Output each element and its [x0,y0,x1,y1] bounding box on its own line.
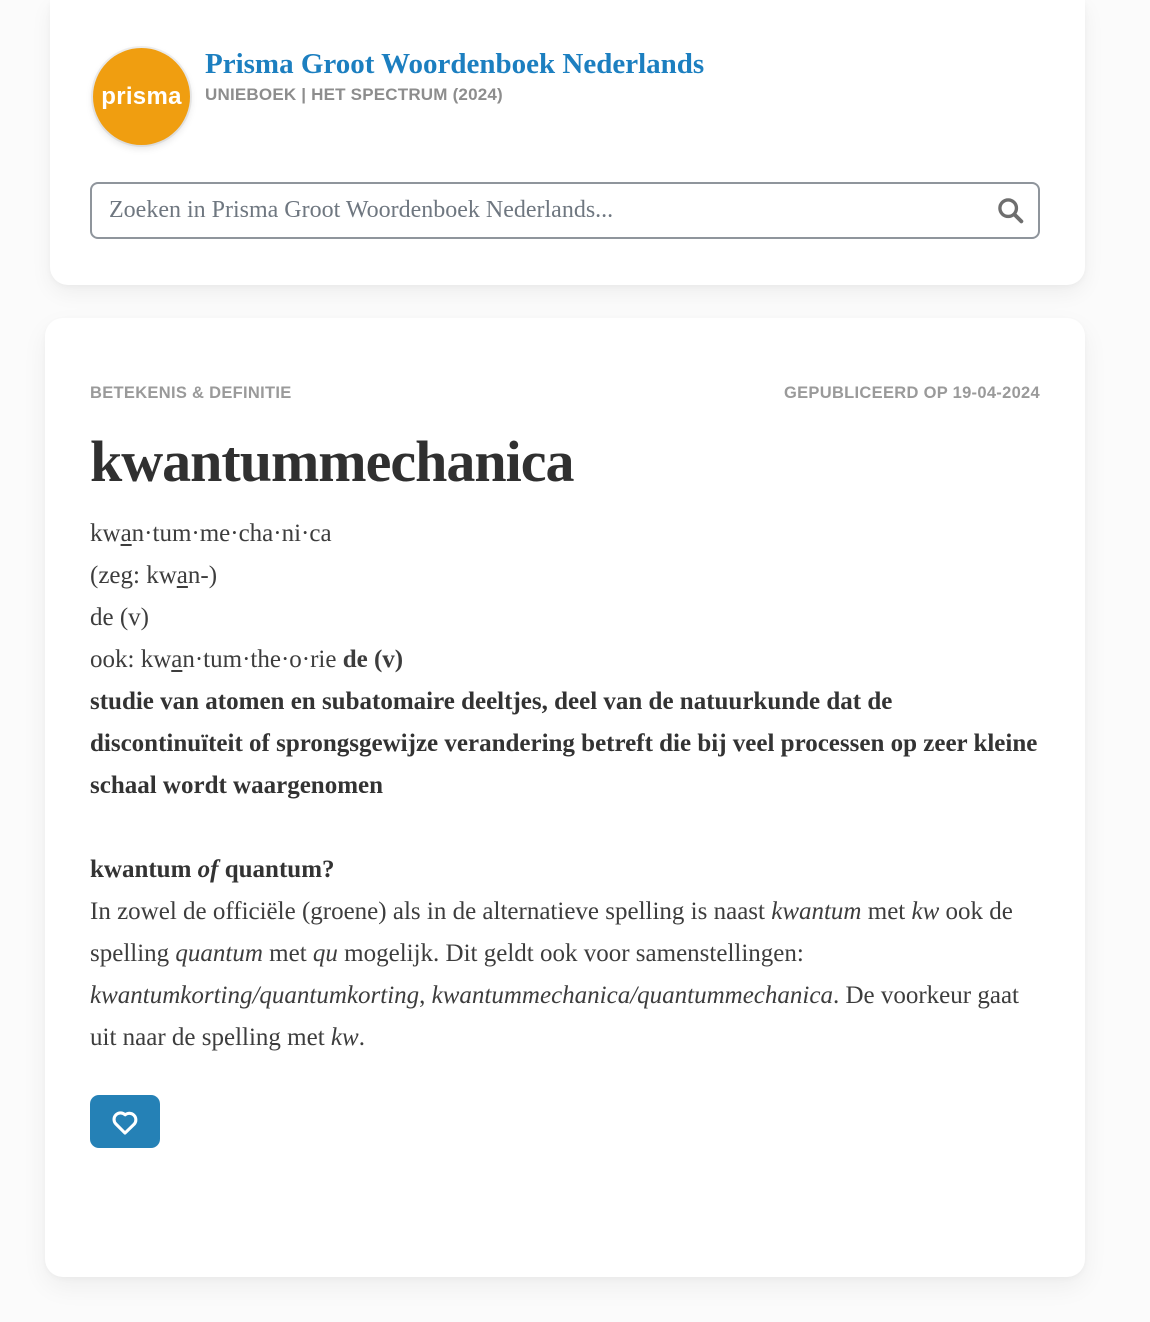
search-bar [90,182,1040,239]
publisher-subtitle: UNIEBOEK | HET SPECTRUM (2024) [205,85,503,104]
favorite-button[interactable] [90,1095,160,1148]
usage-note-body: In zowel de officiële (groene) als in de alternatieve spelling is naast kwantum met kw ook de spelling quantum met qu mogelijk. Dit geldt ook voor samenstellingen: kwantumkorting/quantumkorting, kwantummechanica/quantummechanica. De voorkeur gaat uit naar de spelling met kw. [90,898,1019,1051]
pronunciation-hint-line: (zeg: kwan-) [90,562,218,589]
prisma-logo[interactable] [93,48,190,145]
pronunciation-block [90,513,1040,681]
search-input[interactable] [90,182,1040,239]
published-date: GEPUBLICEERD OP 19-04-2024 [783,384,1040,402]
usage-note-title: kwantum of quantum? [90,856,335,883]
article-card [45,318,1085,1277]
article-meta-row [90,384,1040,403]
dictionary-title-link[interactable]: Prisma Groot Woordenboek Nederlands [205,48,705,80]
headword-title: kwantummechanica [90,429,574,494]
heart-icon [108,1106,142,1138]
header-titles [205,47,704,105]
pronunciation-line: kwan·tum·me·cha·ni·ca [90,520,332,547]
category-label: BETEKENIS & DEFINITIE [90,384,292,402]
magnifier-icon[interactable] [995,195,1026,226]
prisma-logo-text: prisma [101,82,182,110]
definition-text: studie van atomen en subatomaire deeltjes, deel van de natuurkunde dat de discontinuïteit of sprongsgewijze verandering betreft die bij veel processen op zeer kleine schaal wordt waargenomen [90,688,1038,799]
variant-line: ook: kwan·tum·the·o·rie de (v) [90,646,404,673]
gender-line: de (v) [90,604,149,631]
header-card [50,0,1085,285]
